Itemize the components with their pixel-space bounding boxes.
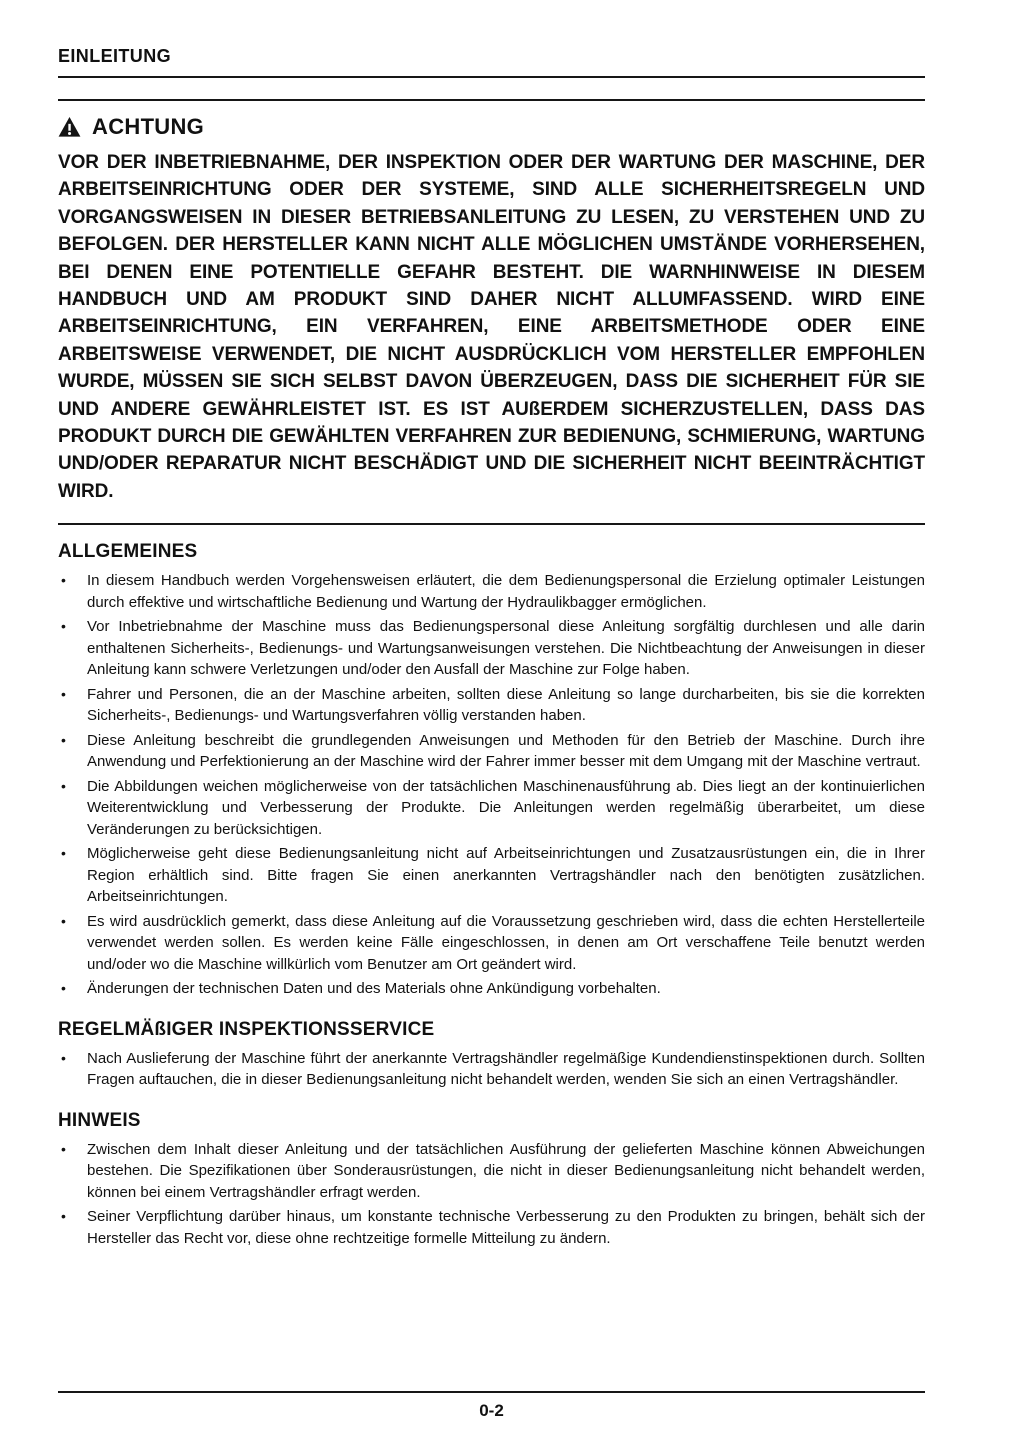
list-item xyxy=(58,843,925,908)
header-divider xyxy=(58,76,925,78)
page-header xyxy=(58,46,925,101)
list-item-text: Seiner Verpflichtung darüber hinaus, um konstante technische Verbesserung zu den Produkten zu bringen, behält sich der Hersteller das Recht vor, diese ohne rechtzeitige formelle Mitteilung zu ändern. xyxy=(87,1208,925,1247)
section-title: REGELMÄßIGER INSPEKTIONSSERVICE xyxy=(58,1018,435,1040)
bullet-marker: • xyxy=(61,1208,66,1225)
bullet-marker: • xyxy=(61,1140,66,1157)
warning-body: VOR DER INBETRIEBNAHME, DER INSPEKTION ODER DER WARTUNG DER MASCHINE, DER ARBEITSEINRICHTUNG ODER DER SYSTEME, SIND ALLE SICHERHEITSREGELN UND VORGANGSWEISEN IN DIESER BETRIEBSANLEITUNG ZU LESEN, ZU VERSTEHEN UND ZU BEFOLGEN. DER HERSTELLER KANN NICHT ALLE MÖGLICHEN UMSTÄNDE VORHERSEHEN, BEI DENEN EINE POTENTIELLE GEFAHR BESTEHT. DIE WARNHINWEISE IN DIESEM HANDBUCH UND AM PRODUKT SIND DAHER NICHT ALLUMFASSEND. WIRD EINE ARBEITSEINRICHTUNG, EIN VERFAHREN, EINE ARBEITSMETHODE ODER EINE ARBEITSWEISE VERWENDET, DIE NICHT AUSDRÜCKLICH VOM HERSTELLER EMPFOHLEN WURDE, MÜSSEN SIE SICH SELBST DAVON ÜBERZEUGEN, DASS DIE SICHERHEIT FÜR SIE UND ANDERE GEWÄHRLEISTET IST. ES IST AUßERDEM SICHERZUSTELLEN, DASS DAS PRODUKT DURCH DIE GEWÄHLTEN VERFAHREN ZUR BEDIENUNG, SCHMIERUNG, WARTUNG UND/ODER REPARATUR NICHT BESCHÄDIGT UND DIE SICHERHEIT NICHT BEEINTRÄCHTIGT WIRD. xyxy=(58,152,925,502)
list-item-text: Vor Inbetriebnahme der Maschine muss das Bedienungspersonal diese Anleitung sorgfältig durchlesen und alle darin enthaltenen Sicherheits-, Bedienungs- und Wartungsanweisungen verstehen. Die Nichtbeachtung der Anweisungen in dieser Anleitung kann schwere Verletzungen und/oder den Ausfall der Maschine zur Folge haben. xyxy=(87,618,925,679)
list-item xyxy=(58,1139,925,1204)
list-item-text: Diese Anleitung beschreibt die grundlegenden Anweisungen und Methoden für den Betrieb der Maschine. Durch ihre Anwendung und Perfektionierung an der Maschine wird der Fahrer immer besser mit dem Umgang mit der Maschine vertraut. xyxy=(87,731,925,771)
list-item-text: Möglicherweise geht diese Bedienungsanleitung nicht auf Arbeitseinrichtungen und Zusatzausrüstungen ein, die in Ihrer Region erhältlich sind. Bitte fragen Sie einen anerkannten Vertragshändler nach den benötigten zusätzlichen. Arbeitseinrichtungen. xyxy=(87,845,925,906)
list-item xyxy=(58,911,925,976)
list-item xyxy=(58,1206,925,1249)
list-item xyxy=(58,1048,925,1091)
list-item-text: Die Abbildungen weichen möglicherweise von der tatsächlichen Maschinenausführung ab. Dies liegt an der kontinuierlichen Weiterentwicklung und Verbesserung der Produkte. Die Anleitungen werden regelmäßig überarbeitet, um diese Veränderungen zu berücksichtigen. xyxy=(87,777,925,838)
bullet-marker: • xyxy=(61,980,66,997)
section-inspektionsservice xyxy=(58,1003,925,1094)
bullet-list xyxy=(58,1139,925,1250)
list-item xyxy=(58,730,925,773)
section-title: ALLGEMEINES xyxy=(58,541,198,563)
bullet-marker: • xyxy=(61,685,66,702)
list-item-text: Nach Auslieferung der Maschine führt der anerkannte Vertragshändler regelmäßige Kundendienstinspektionen durch. Sollten Fragen auftauchen, die in dieser Bedienungsanleitung nicht behandelt werden, wenden Sie sich an einen Vertragshändler. xyxy=(87,1049,925,1089)
bullet-list xyxy=(58,1048,925,1091)
warning-triangle-icon xyxy=(58,116,81,138)
bullet-marker: • xyxy=(61,912,66,929)
list-item xyxy=(58,570,925,613)
warning-header xyxy=(58,114,925,140)
warning-block xyxy=(58,101,925,525)
list-item-text: Es wird ausdrücklich gemerkt, dass diese Anleitung auf die Voraussetzung geschrieben wird, dass die echten Herstellerteile verwendet werden sollen. Es werden keine Fälle eingeschlossen, in denen am Ort verschaffene Teile benutzt werden und/oder wo die Maschine willkürlich vom Benutzer am Ort geändert wird. xyxy=(87,912,925,973)
list-item-text: Fahrer und Personen, die an der Maschine arbeiten, sollten diese Anleitung so lange durcharbeiten, bis sie die korrekten Sicherheits-, Bedienungs- und Wartungsverfahren völlig verstanden haben. xyxy=(87,685,925,725)
list-item xyxy=(58,684,925,727)
section-allgemeines xyxy=(58,525,925,1003)
bullet-marker: • xyxy=(61,731,66,748)
list-item xyxy=(58,978,925,1000)
bullet-marker: • xyxy=(61,618,66,635)
section-title: HINWEIS xyxy=(58,1109,141,1131)
bullet-marker: • xyxy=(61,1049,66,1066)
bullet-marker: • xyxy=(61,572,66,589)
bullet-marker: • xyxy=(61,845,66,862)
page-number: 0-2 xyxy=(479,1401,504,1420)
list-item xyxy=(58,616,925,681)
bullet-marker: • xyxy=(61,777,66,794)
list-item-text: Zwischen dem Inhalt dieser Anleitung und der tatsächlichen Ausführung der gelieferten Maschine können Abweichungen bestehen. Die Spezifikationen über Sonderausrüstungen, die nicht in dieser Bedienungsanleitung nicht behandelt werden, können bei einem Vertragshändler erfragt werden. xyxy=(87,1140,925,1201)
warning-title: ACHTUNG xyxy=(92,114,205,139)
section-hinweis xyxy=(58,1094,925,1253)
bullet-list xyxy=(58,570,925,1000)
page-heading: EINLEITUNG xyxy=(58,46,172,66)
list-item xyxy=(58,776,925,841)
list-item-text: Änderungen der technischen Daten und des Materials ohne Ankündigung vorbehalten. xyxy=(87,980,661,998)
list-item-text: In diesem Handbuch werden Vorgehensweisen erläutert, die dem Bedienungspersonal die Erzielung optimaler Leistungen durch effektive und wirtschaftliche Bedienung und Wartung der Hydraulikbagger ermöglichen. xyxy=(87,572,925,611)
page-footer xyxy=(58,1391,925,1421)
